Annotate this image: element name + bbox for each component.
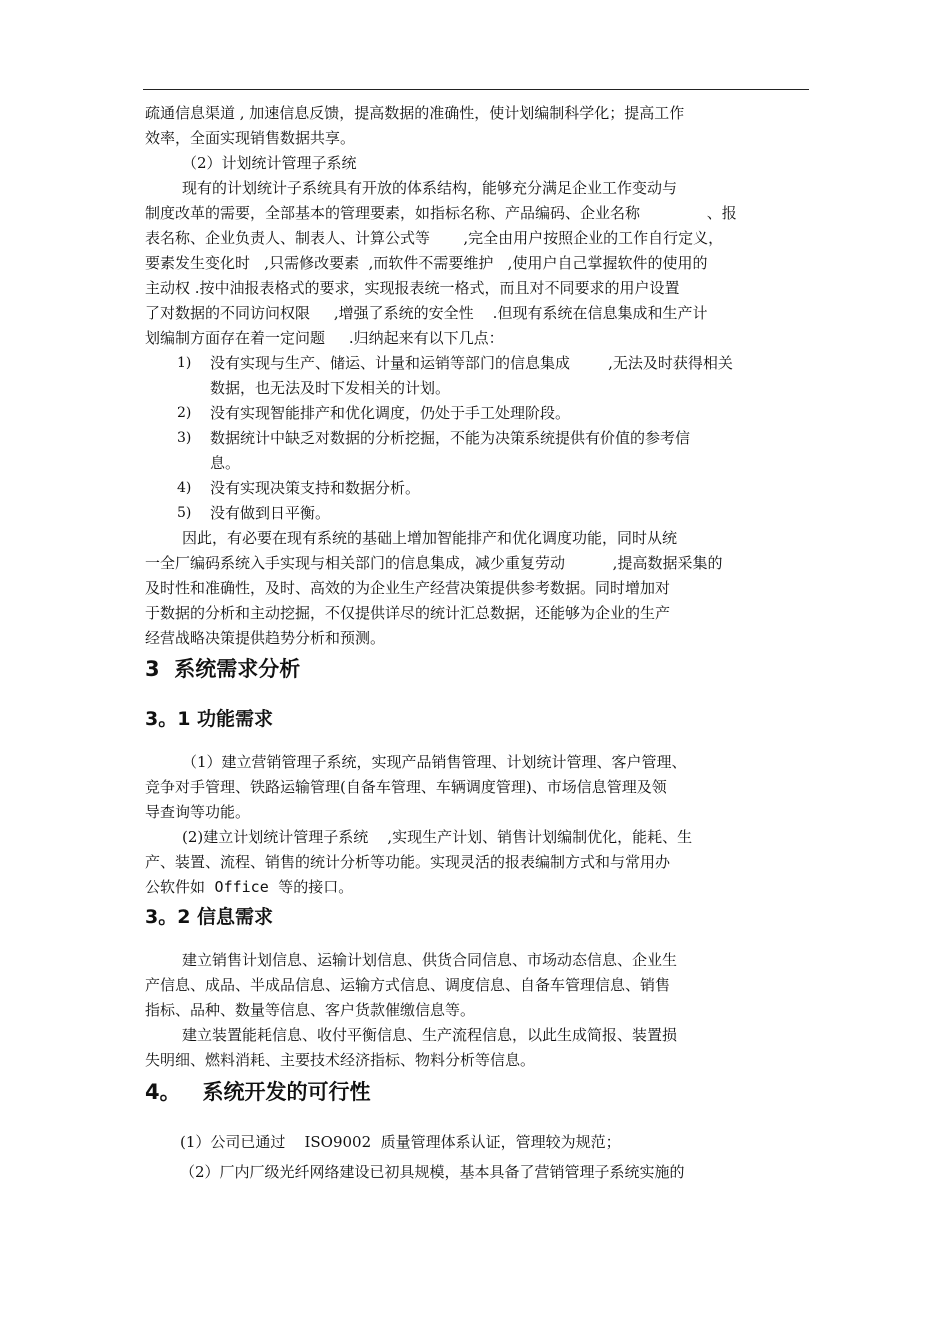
- text-line: 现有的计划统计子系统具有开放的体系结构，能够充分满足企业工作变动与: [182, 179, 678, 197]
- text-line: 制度改革的需要，全部基本的管理要素，如指标名称、产品编码、企业名称 、报: [145, 204, 737, 222]
- list-item: 没有实现智能排产和优化调度，仍处于手工处理阶段。: [210, 404, 571, 422]
- section-heading: 4。 系统开发的可行性: [145, 1080, 371, 1104]
- text-line: 失明细、燃料消耗、主要技术经济指标、物料分析等信息。: [145, 1051, 536, 1069]
- text-line: 经营战略决策提供趋势分析和预测。: [145, 629, 386, 647]
- list-item: 数据统计中缺乏对数据的分析挖掘，不能为决策系统提供有价值的参考信: [210, 429, 691, 447]
- list-number: 3): [177, 430, 192, 446]
- text-line: 及时性和准确性，及时、高效的为企业生产经营决策提供参考数据。同时增加对: [145, 579, 671, 597]
- text-line: 因此，有必要在现有系统的基础上增加智能排产和优化调度功能，同时从统: [182, 529, 678, 547]
- list-item: 没有实现决策支持和数据分析。: [210, 479, 421, 497]
- list-number: 4): [177, 480, 192, 496]
- text-line: 竞争对手管理、铁路运输管理(自备车管理、车辆调度管理)、市场信息管理及领: [145, 778, 667, 796]
- subsection-heading: 3。2 信息需求: [145, 906, 274, 928]
- subsection-title: （2）计划统计管理子系统: [182, 154, 357, 172]
- text-line: 指标、品种、数量等信息、客户货款催缴信息等。: [145, 1001, 476, 1019]
- header-rule: [143, 89, 809, 90]
- section-heading: 3 系统需求分析: [145, 657, 301, 681]
- text-line: 了对数据的不同访问权限 ,增强了系统的安全性 .但现有系统在信息集成和生产计: [145, 304, 708, 322]
- text-line: （2）厂内厂级光纤网络建设已初具规模，基本具备了营销管理子系统实施的: [180, 1163, 685, 1181]
- text-line: 划编制方面存在着一定问题 .归纳起来有以下几点：: [145, 329, 504, 347]
- list-item: 息。: [210, 454, 241, 472]
- text-fragment: 等的接口。: [268, 878, 354, 896]
- text-line: (2)建立计划统计管理子系统 ,实现生产计划、销售计划编制优化，能耗、生: [182, 828, 693, 846]
- text-line: 一全厂编码系统入手实现与相关部门的信息集成，减少重复劳动 ,提高数据采集的: [145, 554, 723, 572]
- subsection-heading: 3。1 功能需求: [145, 708, 274, 730]
- code-text: Office: [214, 878, 269, 896]
- text-line: （1）建立营销管理子系统，实现产品销售管理、计划统计管理、客户管理、: [182, 753, 687, 771]
- text-line: 产、装置、流程、销售的统计分析等功能。实现灵活的报表编制方式和与常用办: [145, 853, 671, 871]
- text-line: 要素发生变化时 ,只需修改要素 ,而软件不需要维护 ,使用户自己掌握软件的使用的: [145, 254, 708, 272]
- list-number: 5): [177, 505, 192, 521]
- text-line: 建立销售计划信息、运输计划信息、供货合同信息、市场动态信息、企业生: [182, 951, 678, 969]
- list-number: 1): [177, 355, 192, 371]
- list-number: 2): [177, 405, 192, 421]
- text-line: (1）公司已通过 ISO9002 质量管理体系认证，管理较为规范；: [180, 1133, 621, 1151]
- list-item: 数据，也无法及时下发相关的计划。: [210, 379, 451, 397]
- text-line: 效率，全面实现销售数据共享。: [145, 129, 356, 147]
- text-line: [145, 877, 353, 897]
- text-line: 导查询等功能。: [145, 803, 251, 821]
- text-line: 产信息、成品、半成品信息、运输方式信息、调度信息、自备车管理信息、销售: [145, 976, 671, 994]
- text-line: 主动权 .按中油报表格式的要求，实现报表统一格式，而且对不同要求的用户设置: [145, 279, 680, 297]
- text-fragment: 公软件如: [145, 878, 215, 896]
- text-line: 疏通信息渠道 , 加速信息反馈，提高数据的准确性，使计划编制科学化；提高工作: [145, 104, 685, 122]
- text-line: 表名称、企业负责人、制表人、计算公式等 ,完全由用户按照企业的工作自行定义，: [145, 229, 724, 247]
- list-item: 没有实现与生产、储运、计量和运销等部门的信息集成 ,无法及时获得相关: [210, 354, 733, 372]
- text-line: 于数据的分析和主动挖掘，不仅提供详尽的统计汇总数据，还能够为企业的生产: [145, 604, 671, 622]
- text-line: 建立装置能耗信息、收付平衡信息、生产流程信息，以此生成简报、装置损: [182, 1026, 678, 1044]
- list-item: 没有做到日平衡。: [210, 504, 331, 522]
